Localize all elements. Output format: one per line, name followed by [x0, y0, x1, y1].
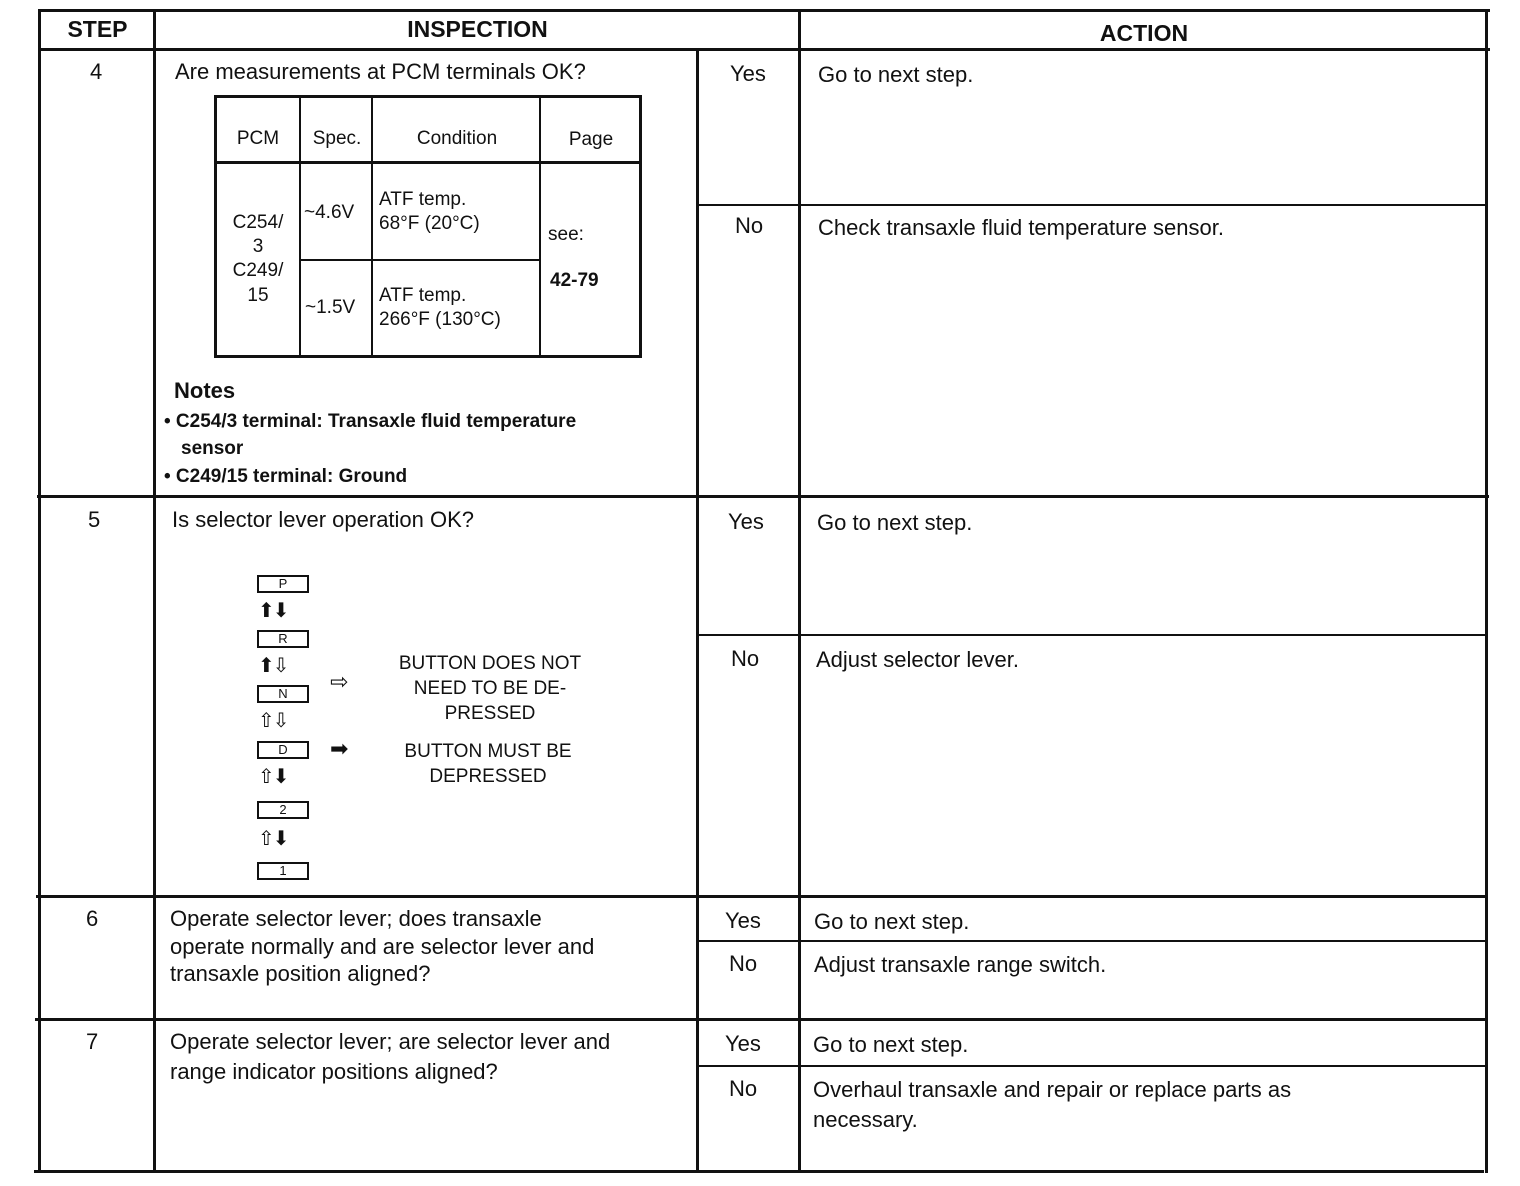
no-action: Adjust transaxle range switch. — [814, 952, 1107, 977]
note-item-continued: sensor — [181, 438, 244, 459]
pcm-header-pcm: PCM — [236, 128, 280, 149]
no-action: Check transaxle fluid temperature sensor. — [818, 215, 1224, 240]
gear-box-p: P — [257, 575, 309, 593]
inspection-question-line: transaxle position aligned? — [170, 961, 431, 986]
yes-action: Go to next step. — [814, 909, 970, 934]
yes-label: Yes — [725, 1031, 761, 1056]
yes-action: Go to next step. — [813, 1032, 969, 1057]
inspection-question-line: operate normally and are selector lever and — [170, 934, 595, 959]
row-4-bottom-border — [37, 495, 1489, 498]
page-see-label: see: — [548, 224, 584, 245]
note-item: • C249/15 terminal: Ground — [164, 466, 408, 487]
legend-line: DEPRESSED — [429, 766, 547, 787]
inspection-question-line: range indicator positions aligned? — [170, 1059, 498, 1084]
pcm-terminal-line: C254/ — [232, 212, 284, 233]
no-label: No — [729, 1076, 758, 1101]
gear-box-1: 1 — [257, 862, 309, 880]
table-left-border — [38, 9, 41, 1173]
header-step: STEP — [67, 16, 128, 42]
pcm-header-page: Page — [568, 129, 614, 150]
spec-value-2: ~1.5V — [305, 297, 356, 318]
table-top-border — [40, 9, 1490, 12]
yes-label: Yes — [730, 61, 766, 86]
pcm-header-condition: Condition — [416, 128, 498, 149]
condition-1-line: 68°F (20°C) — [379, 213, 480, 234]
no-label: No — [729, 951, 758, 976]
condition-1-line: ATF temp. — [379, 189, 467, 210]
condition-2-line: ATF temp. — [379, 285, 467, 306]
header-action: ACTION — [1099, 20, 1189, 46]
hollow-arrow-icon: ⇨ — [330, 669, 349, 694]
yes-label: Yes — [728, 509, 764, 534]
page-reference: 42-79 — [550, 270, 599, 291]
row-5-bottom-border — [36, 895, 1486, 898]
no-action: Adjust selector lever. — [816, 647, 1019, 672]
table-bottom-border — [34, 1170, 1484, 1173]
step-number: 6 — [86, 906, 99, 931]
shift-arrows-icon: ⬆⬇ — [258, 600, 288, 622]
inspection-question-line: Operate selector lever; are selector lever and — [170, 1029, 611, 1054]
yes-label: Yes — [725, 908, 761, 933]
row-4-yes-no-separator — [698, 204, 1487, 206]
no-action-line: Overhaul transaxle and repair or replace parts as — [813, 1077, 1292, 1102]
inspection-question: Are measurements at PCM terminals OK? — [175, 59, 586, 84]
inspection-question: Is selector lever operation OK? — [172, 507, 475, 532]
no-label: No — [735, 213, 764, 238]
table-right-border — [1485, 9, 1488, 1173]
selector-lever-diagram — [240, 565, 620, 885]
row-6-bottom-border — [35, 1018, 1485, 1021]
header-bottom-border — [40, 48, 1490, 51]
legend-line: PRESSED — [444, 703, 536, 724]
filled-arrow-icon: ➡ — [330, 736, 349, 761]
pcm-header-spec: Spec. — [312, 128, 362, 149]
no-action-line: necessary. — [813, 1107, 918, 1132]
gear-box-2: 2 — [257, 801, 309, 819]
legend-line: BUTTON MUST BE — [404, 741, 572, 762]
gear-box-n: N — [257, 685, 309, 703]
row-5-yes-no-separator — [698, 634, 1487, 636]
legend-line: NEED TO BE DE- — [413, 678, 567, 699]
action-column-divider — [798, 9, 801, 1173]
pcm-terminal-line: 3 — [252, 236, 264, 257]
notes-title: Notes — [174, 378, 236, 403]
step-number: 7 — [86, 1029, 99, 1054]
pcm-table-header-line — [214, 161, 642, 164]
row-6-yes-no-separator — [698, 940, 1487, 942]
legend-not-depressed — [370, 651, 610, 726]
step-number: 5 — [88, 507, 101, 532]
inspection-question-line: Operate selector lever; does transaxle — [170, 906, 542, 931]
spec-value-1: ~4.6V — [304, 202, 355, 223]
step-column-divider — [153, 9, 156, 1173]
note-item: • C254/3 terminal: Transaxle fluid temperature — [164, 411, 577, 432]
shift-arrows-icon: ⇧⬇ — [258, 828, 288, 850]
yes-action: Go to next step. — [817, 510, 973, 535]
no-label: No — [731, 646, 760, 671]
condition-2-line: 266°F (130°C) — [379, 309, 501, 330]
shift-arrows-icon: ⇧⇩ — [258, 710, 288, 732]
pcm-terminal-line: C249/ — [232, 260, 284, 281]
legend-depressed — [370, 739, 606, 789]
gear-box-r: R — [257, 630, 309, 648]
gear-box-d: D — [257, 741, 309, 759]
yes-action: Go to next step. — [818, 62, 974, 87]
legend-line: BUTTON DOES NOT — [398, 653, 582, 674]
pcm-row-divider — [300, 259, 540, 261]
shift-arrows-icon: ⇧⬇ — [258, 766, 288, 788]
pcm-terminal-line: 15 — [247, 285, 269, 306]
step-number: 4 — [90, 59, 103, 84]
row-7-yes-no-separator — [698, 1065, 1487, 1067]
shift-arrows-icon: ⬆⇩ — [258, 655, 288, 677]
header-inspection: INSPECTION — [407, 16, 548, 42]
yesno-column-divider — [696, 48, 699, 1173]
